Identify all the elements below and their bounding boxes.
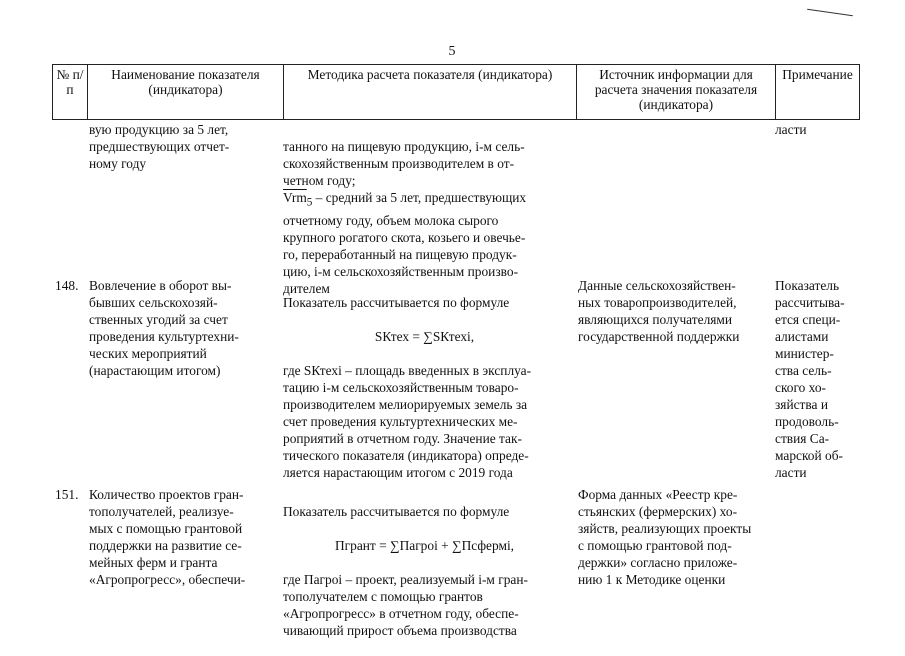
header-note: Примечание xyxy=(776,65,860,120)
continuation-name: вую продукцию за 5 лет, предшествующих отчет- ному году xyxy=(89,122,230,171)
row-148-method-intro: Показатель рассчитывается по формуле xyxy=(283,295,510,310)
header-num: № п/п xyxy=(53,65,88,120)
continuation-note: ласти xyxy=(775,122,807,137)
vrm-subscript: 5 xyxy=(306,196,313,209)
header-source: Источник информации для расчета значения показателя (индикатора) xyxy=(577,65,776,120)
row-151-source: Форма данных «Реестр кре- стьянских (фермерских) хо- зяйств, реализующих проекты с помощью грантовой под- держки» согласно приложе- нию 1 к Методике оценки xyxy=(578,487,752,587)
row-151-method-body: где Пагроi – проект, реализуемый i-м гран- тополучателем с помощью грантов «Агропрогресс» в отчетном году, обеспе- чивающий прирост объема производства xyxy=(283,572,528,638)
vrm-symbol: $\overline{Vrm}$ xyxy=(283,190,307,205)
row-148-method xyxy=(283,277,566,498)
continuation-method-b: – средний за 5 лет, предшествующих отчетному году, объем молока сырого крупного рогатого скота, козьего и овечье- го, переработанный на пищевую продук- цию, i-м сельскохозяйственным произво- дителем xyxy=(283,190,527,296)
row-148-note: Показатель рассчитыва- ется специ- алистами министер- ства сель- ского хо- зяйства и продоволь- ствия Са- марской об- ласти xyxy=(775,278,845,480)
row-148-source: Данные сельскохозяйствен- ных товаропроизводителей, являющихся получателями государственной поддержки xyxy=(578,278,740,344)
row-151-num: 151. xyxy=(55,487,79,502)
row-151-method-intro: Показатель рассчитывается по формуле xyxy=(283,504,510,519)
row-148-name: Вовлечение в оборот вы- бывших сельскохозяй- ственных угодий за счет проведения культуртехни- ческих мероприятий (нарастающим итогом) xyxy=(89,278,239,378)
header-method: Методика расчета показателя (индикатора) xyxy=(284,65,577,120)
row-148-num: 148. xyxy=(55,278,79,293)
scan-mark xyxy=(807,9,853,16)
row-148-formula: SКтех = ∑SКтехi, xyxy=(374,329,475,344)
table-header xyxy=(52,64,860,120)
page-number: 5 xyxy=(448,44,456,59)
row-151-formula: Пгрант = ∑Пагроi + ∑Псфермi, xyxy=(334,538,515,553)
row-151-method xyxy=(283,486,566,656)
row-148-method-body: где SКтехi – площадь введенных в эксплуа- тацию i-м сельскохозяйственным товаро- производителем мелиорируемых земель за счет проведения культуртехнических ме- роприятий в отчетном году. Значение так- тического показателя (индикатора) опреде- ляется нарастающим итогом с 2019 года xyxy=(283,363,532,480)
header-name: Наименование показателя (индикатора) xyxy=(88,65,284,120)
continuation-method-a: танного на пищевую продукцию, i-м сель- скохозяйственным производителем в от- четном году; xyxy=(283,139,525,188)
row-151-name: Количество проектов гран- тополучателей, реализуе- мых с помощью грантовой поддержки на развитие се- мейных ферм и гранта «Агропрогресс», обеспечи- xyxy=(89,487,246,587)
